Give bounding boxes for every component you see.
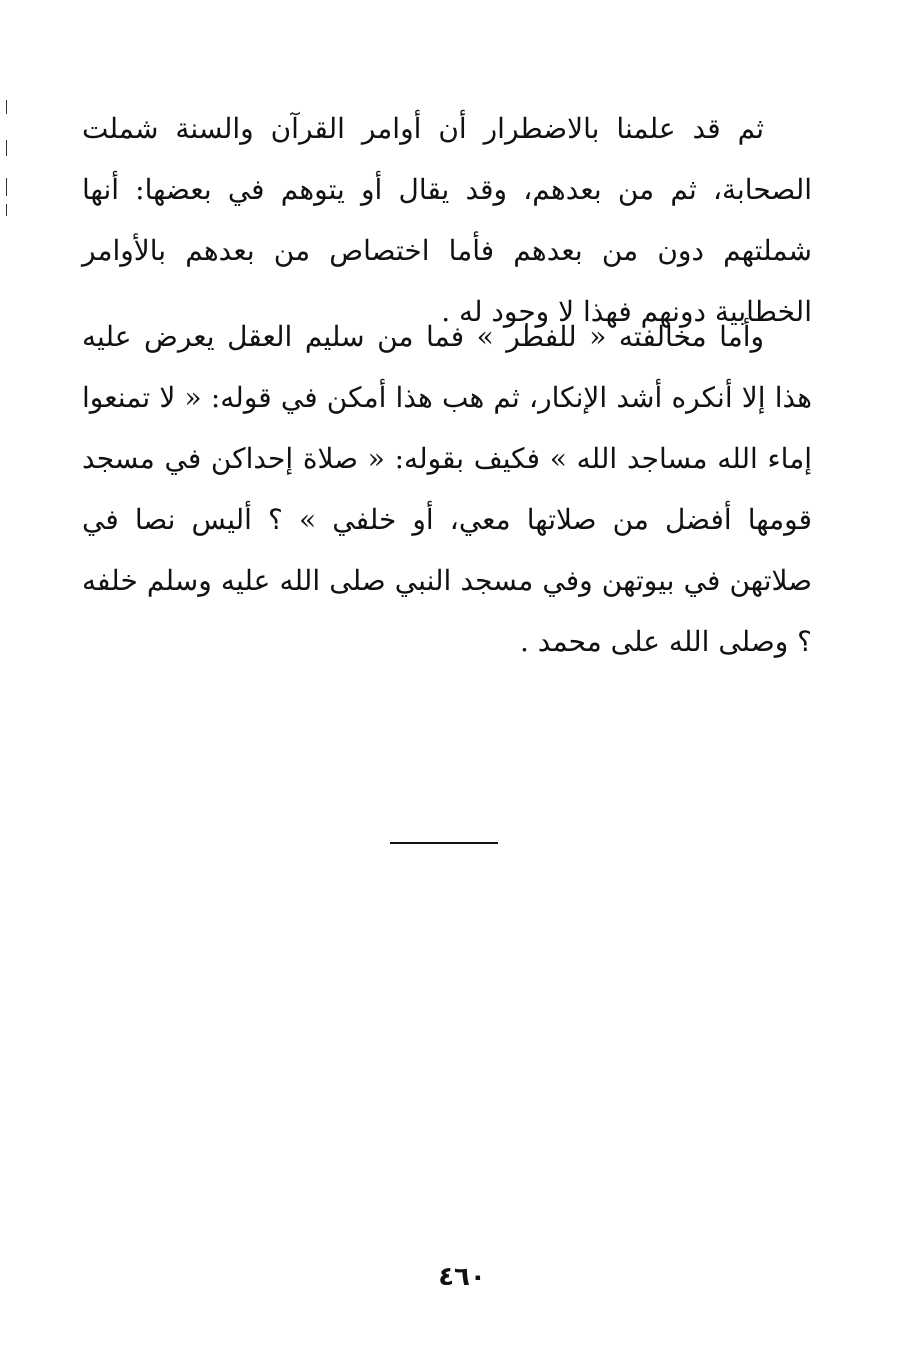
margin-marks <box>6 100 8 220</box>
paragraph-2: وأما مخالفته « للفطر » فما من سليم العقل يعرض عليه هذا إلا أنكره أشد الإنكار، ثم هب هذا أمكن في قوله: « لا تمنعوا إماء الله مساجد الله » فكيف بقوله: « صلاة إحداكن في مسجد قومها أفضل من صلاتها معي، أو خلفي » ؟ أليس نصا في صلاتهن في بيوتهن وفي مسجد النبي صلى الله عليه وسلم خلفه ؟ وصلى الله على محمد . <box>82 320 812 658</box>
paragraph-2-block <box>82 306 812 672</box>
section-divider <box>390 842 498 844</box>
page-number: ٤٦٠ <box>438 1262 486 1292</box>
paragraph-1: ثم قد علمنا بالاضطرار أن أوامر القرآن والسنة شملت الصحابة، ثم من بعدهم، وقد يقال أو يتوهم في بعضها: أنها شملتهم دون من بعدهم فأما اختصاص من بعدهم بالأوامر الخطابية دونهم فهذا لا وجود له . <box>82 112 812 328</box>
